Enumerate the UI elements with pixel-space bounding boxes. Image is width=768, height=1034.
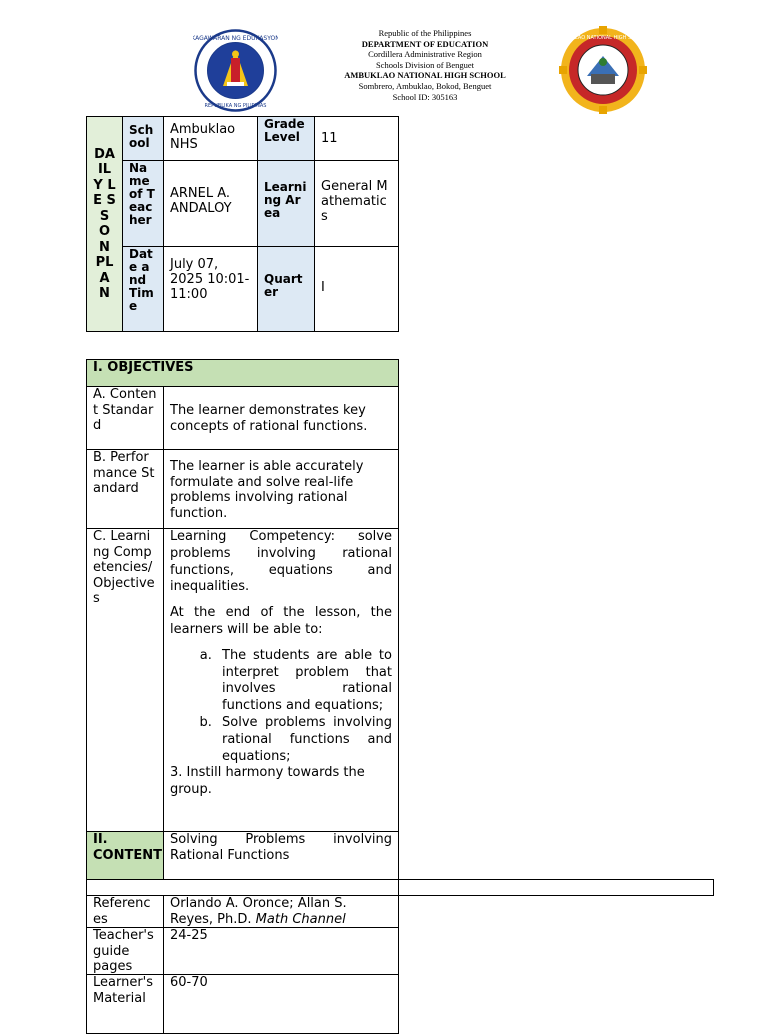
learning-competency-text: Learning Competency: solve problems involving rational functions, equations and inequalities. [170,529,392,595]
grade-label: Grade Level [257,116,315,161]
deped-seal-top-text: KAGAWARAN NG EDUKASYON [193,35,278,42]
content-standard-text: The learner demonstrates key concepts of rational functions. [163,386,399,450]
quarter-label: Quarter [257,246,315,332]
header-school-name: AMBUKLAO NATIONAL HIGH SCHOOL [344,70,506,81]
learning-competencies-cell [163,528,399,832]
references-value [163,895,399,928]
header-school-id: School ID: 305163 [392,91,458,102]
learners-material-label: Learner's Material [86,974,164,1034]
separator-row-extension [398,879,714,896]
grade-value: 11 [314,116,399,161]
dlp-side-label: DA IL Y LE SS O N PL A N [86,116,123,332]
school-seal [559,26,647,114]
objective-item-a: a. The students are able to interpret problem that involves rational functions and equations; [216,648,392,715]
header-division: Schools Division of Benguet [376,59,474,70]
quarter-value: I [314,246,399,332]
references-authors: Orlando A. Oronce; Allan S. Reyes, Ph.D. [170,896,347,927]
performance-standard-label: B. Performance Standard [86,449,164,529]
learning-competencies-label: C. Learning Competencies/ Objectives [86,528,164,832]
references-title: Math Channel [255,911,346,927]
teacher-value: ARNEL A. ANDALOY [163,160,258,247]
content-text: Solving Problems involving Rational Functions [163,831,399,880]
objective-item-3: 3. Instill harmony towards the group. [170,765,365,798]
deped-seal-bottom-text: REPUBLIKA NG PILIPINAS [204,103,267,109]
header-republic: Republic of the Philippines [378,28,472,38]
school-label: School [122,116,164,161]
objectives-heading: I. OBJECTIVES [86,359,399,387]
header-department: DEPARTMENT OF EDUCATION [361,38,489,49]
header-text [332,28,518,102]
area-value: General Mathematics [314,160,399,247]
header-address: Sombrero, Ambuklao, Bokod, Benguet [358,80,492,91]
date-value: July 07, 2025 10:01-11:00 [163,246,258,332]
school-seal-text: AMBUKLAO NATIONAL HIGH SCHOOL [559,35,647,41]
references-label: References [86,895,164,928]
school-value: Ambuklao NHS [163,116,258,161]
deped-seal [193,28,278,113]
header-region: Cordillera Administrative Region [368,49,482,60]
learners-material-value: 60-70 [163,974,399,1034]
area-label: Learning Area [257,160,315,247]
teacher-label: Name of Teacher [122,160,164,247]
teachers-guide-label: Teacher's guide pages [86,927,164,975]
end-of-lesson-text: At the end of the lesson, the learners will be able to: [170,605,392,637]
objective-item-b: b. Solve problems involving rational functions and equations; [216,715,392,765]
teachers-guide-value: 24-25 [163,927,399,975]
performance-standard-text: The learner is able accurately formulate and solve real-life problems involving rational function. [163,449,399,529]
separator-row [86,879,399,896]
objectives-list [170,648,392,766]
date-label: Date and Time [122,246,164,332]
content-label: II. CONTENT [86,831,164,880]
content-standard-label: A. Content Standard [86,386,164,450]
